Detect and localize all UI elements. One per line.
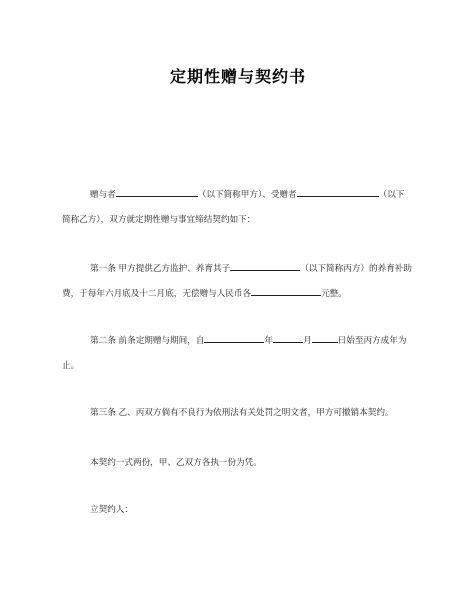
text: 第一条 甲方提供乙方监护、养育其子 — [90, 264, 231, 274]
text: 第二条 前条定期赠与期间，自 — [90, 336, 205, 346]
text: （以下简称丙方）的养 — [300, 264, 387, 274]
text: （以下简 — [62, 190, 405, 225]
paragraph-article-1 — [62, 257, 412, 307]
month-blank — [273, 331, 303, 343]
paragraph-article-3: 第三条 乙、丙双方倘有不良行为依刑法有关处罚之明文者，甲方可撤销本契约。 — [90, 408, 394, 418]
recipient-name-blank — [297, 185, 379, 197]
donor-name-blank — [116, 185, 198, 197]
document-title: 定期性赠与契约书 — [169, 67, 306, 86]
text: 月 — [303, 336, 312, 346]
paragraph-copies: 本契约一式两份，甲、乙双方各执一份为凭。 — [90, 458, 262, 468]
text: 为止。 — [62, 336, 407, 371]
year-blank — [204, 331, 264, 343]
text: 育补助费，于每年六月底及十二月底，无偿赠与人民币各 — [62, 264, 412, 299]
day-blank — [312, 331, 338, 343]
text: 日始至丙方成年 — [337, 336, 398, 346]
text: 年 — [264, 336, 274, 346]
signatory-label: 立契约人： — [90, 505, 133, 515]
text: 赠与者 — [90, 190, 116, 200]
child-name-blank — [230, 259, 300, 271]
text: （以下简称甲方）、受赠者 — [197, 190, 297, 200]
amount-blank — [251, 284, 321, 296]
paragraph-parties — [62, 183, 412, 233]
text: 称乙方），双方就定期性赠与事宜缔结契约如下： — [70, 215, 256, 225]
paragraph-article-2 — [62, 329, 412, 379]
text: 元整。 — [321, 289, 347, 299]
